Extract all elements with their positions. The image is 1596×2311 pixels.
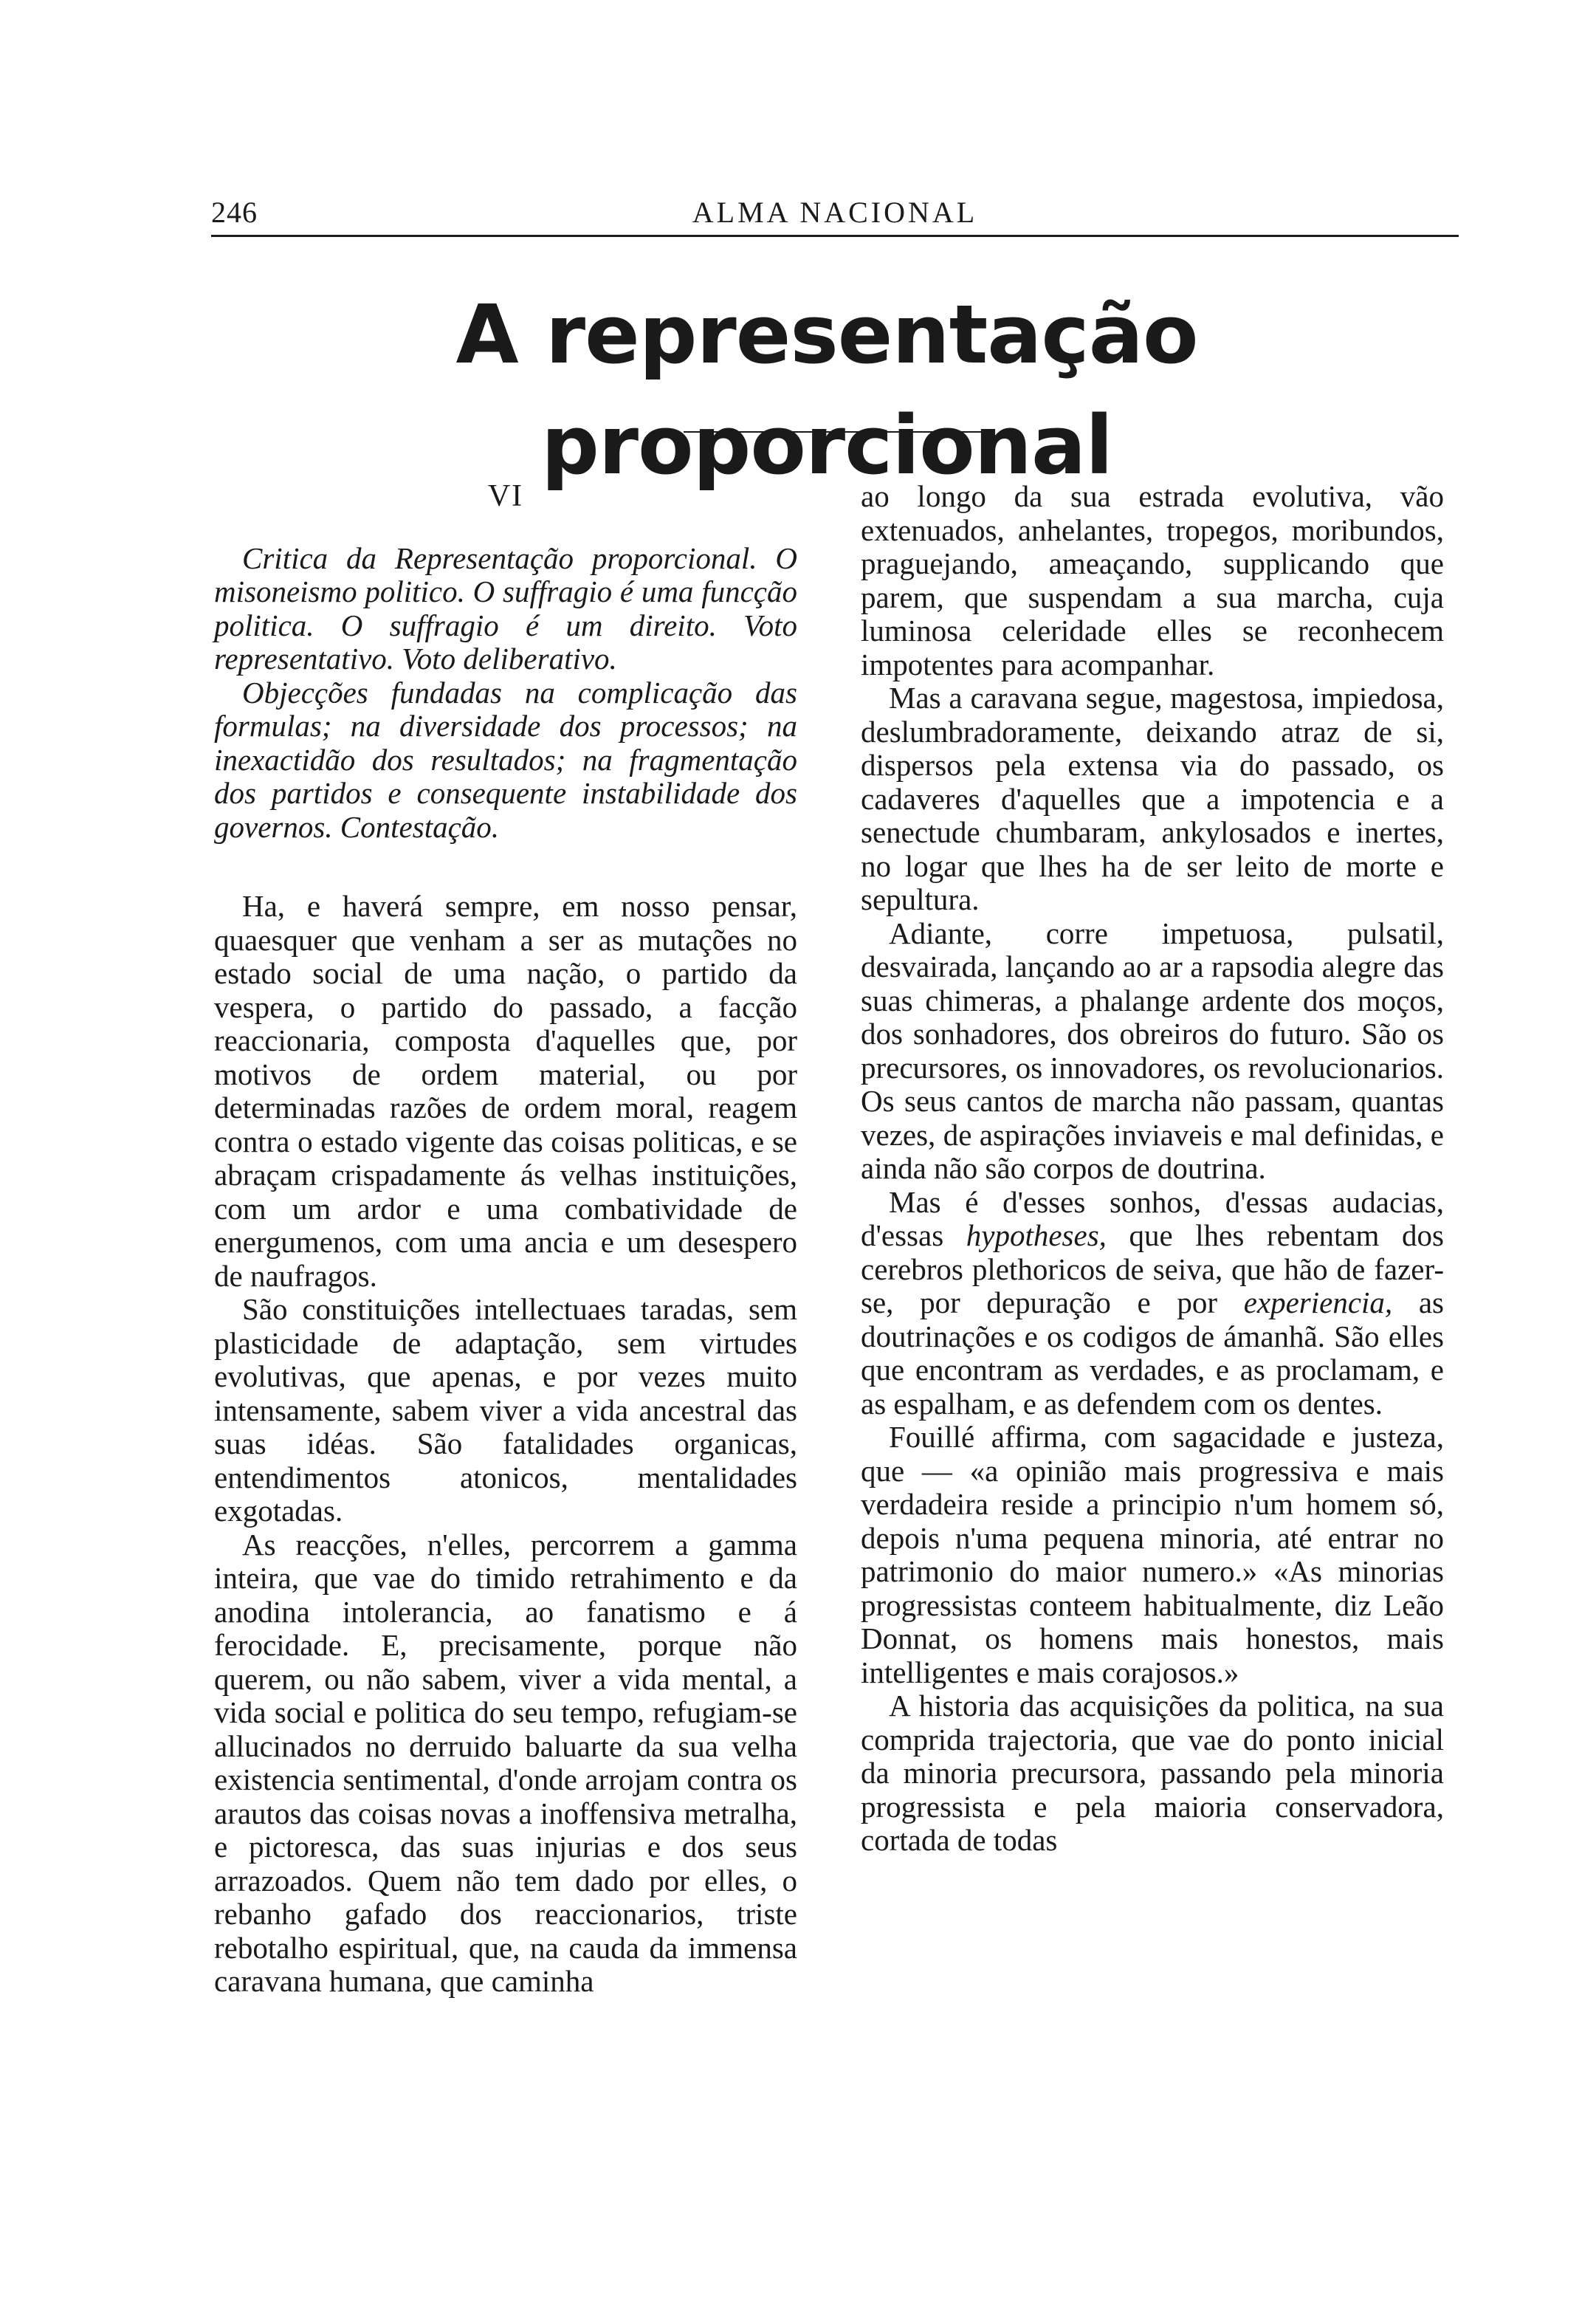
- article-title: A representação proporcional: [455, 287, 1198, 492]
- body-paragraph: A historia das acquisições da politica, na sua comprida trajectoria, que vae do ponto inicial da minoria precursora, passando pela minoria progressista e pela maioria conservadora, cortada de todas: [861, 1689, 1444, 1857]
- running-title: ALMA NACIONAL: [692, 196, 978, 229]
- italic-term: experiencia,: [1243, 1285, 1393, 1319]
- summary-paragraph: Objecções fundadas na complicação das formulas; na diversidade dos processos; na inexactidão dos resultados; na fragmentação dos partidos e consequente instabilidade dos governos. Contestação.: [214, 675, 797, 844]
- right-column: [861, 480, 1444, 1858]
- body-paragraph: Mas a caravana segue, magestosa, impiedosa, deslumbradoramente, deixando atraz de si, dispersos pela extensa via do passado, os cadaveres d'aquelles que a impotencia e a senectude chumbaram, ankylosados e inertes, no logar que lhes ha de ser leito de morte e sepultura.: [861, 681, 1444, 916]
- body-paragraph: Adiante, corre impetuosa, pulsatil, desvairada, lançando ao ar a rapsodia alegre das suas chimeras, a phalange ardente dos moços, dos sonhadores, dos obreiros do futuro. São os precursores, os innovadores, os revolucionarios. Os seus cantos de marcha não passam, quantas vezes, de aspirações inviaveis e mal definidas, e ainda não são corpos de doutrina.: [861, 916, 1444, 1185]
- section-number: VI: [487, 479, 524, 513]
- body-paragraph-continued: ao longo da sua estrada evolutiva, vão extenuados, anhelantes, tropegos, moribundos, praguejando, ameaçando, supplicando que parem, que suspendam a sua marcha, cuja luminosa celeridade elles se reconhecem impotentes para acompanhar.: [861, 479, 1444, 681]
- body-paragraph: São constituições intellectuaes taradas, sem plasticidade de adaptação, sem virtudes evolutivas, que apenas, e por vezes muito intensamente, sabem viver a vida ancestral das suas idéas. São fatalidades organicas, entendimentos atonicos, mentalidades exgotadas.: [214, 1292, 797, 1528]
- body-paragraph: Fouillé affirma, com sagacidade e justeza, que — «a opinião mais progressiva e mais verdadeira reside a principio n'um homem só, depois n'uma pequena minoria, até entrar no patrimonio do maior numero.» «As minorias progressistas conteem habitualmente, diz Leão Donnat, os homens mais honestos, mais intelligentes e mais corajosos.»: [861, 1420, 1444, 1689]
- title-divider: [684, 431, 994, 433]
- section-summary: [214, 542, 797, 845]
- page-header: [211, 193, 1459, 237]
- body-paragraph: As reacções, n'elles, percorrem a gamma inteira, que vae do timido retrahimento e da anodina intolerancia, ao fanatismo e á ferocidade. E, precisamente, porque não querem, ou não sabem, viver a vida mental, a vida social e politica do seu tempo, refugiam-se allucinados no derruido baluarte da sua velha existencia sentimental, d'onde arrojam contra os arautos das coisas novas a inoffensiva metralha, e pictoresca, das suas injurias e dos seus arrazoados. Quem não tem dado por elles, o rebanho gafado dos reaccionarios, triste rebotalho espiritual, que, na cauda da immensa caravana humana, que caminha: [214, 1527, 797, 1998]
- page-number: 246: [211, 196, 258, 229]
- italic-term: hypotheses,: [966, 1218, 1107, 1252]
- body-paragraph: [861, 1186, 1444, 1421]
- left-column: [214, 480, 797, 1999]
- text-run: Mas é d'esses sonhos, d'essas audacias, d'essas: [861, 1184, 1444, 1252]
- text-run: as doutrinações e os codigos de ámanhã. São elles que encontram as verdades, e as proclamam, e as espalham, e as defendem com os dentes.: [861, 1285, 1444, 1421]
- text-run: que lhes rebentam dos cerebros plethoricos de seiva, que hão de fazer-se, por depuração e por: [861, 1218, 1444, 1319]
- body-paragraph: Ha, e haverá sempre, em nosso pensar, quaesquer que venham a ser as mutações no estado social de uma nação, o partido da vespera, o partido do passado, a facção reaccionaria, composta d'aquelles que, por motivos de ordem material, ou por determinadas razões de ordem moral, reagem contra o estado vigente das coisas politicas, e se abraçam crispadamente ás velhas instituições, com um ardor e uma combatividade de energumenos, com uma ancia e um desespero de naufragos.: [214, 889, 797, 1293]
- summary-paragraph: Critica da Representação proporcional. O misoneismo politico. O suffragio é uma funcção politica. O suffragio é um direito. Voto representativo. Voto deliberativo.: [214, 540, 797, 676]
